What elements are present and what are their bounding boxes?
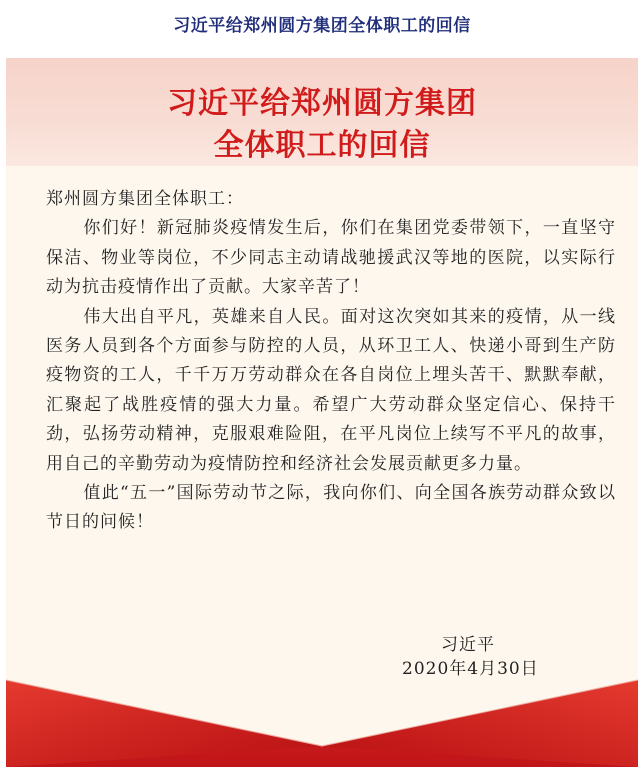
letter-heading-line2: 全体职工的回信 bbox=[213, 128, 431, 163]
signature: 习近平 bbox=[441, 635, 495, 655]
letter-body bbox=[46, 185, 616, 538]
letter-date: 2020年4月30日 bbox=[402, 659, 539, 679]
letter-heading-line1: 习近平给郑州圆方集团 bbox=[167, 86, 477, 121]
letter-salutation: 郑州圆方集团全体职工： bbox=[46, 189, 244, 209]
page-title: 习近平给郑州圆方集团全体职工的回信 bbox=[173, 16, 471, 36]
letter-paragraph-1: 你们好！新冠肺炎疫情发生后，你们在集团党委带领下，一直坚守保洁、物业等岗位，不少同志主动请战驰援武汉等地的医院，以实际行动为抗击疫情作出了贡献。大家辛苦了！ bbox=[46, 218, 616, 298]
letter-card bbox=[6, 58, 638, 767]
letter-paragraph-3: 值此“五一”国际劳动节之际，我向你们、向全国各族劳动群众致以节日的问候！ bbox=[46, 483, 616, 533]
letter-paragraph-2: 伟大出自平凡，英雄来自人民。面对这次突如其来的疫情，从一线医务人员到各个方面参与防控的人员，从环卫工人、快递小哥到生产防疫物资的工人，千千万万劳动群众在各自岗位上埋头苦干、默默奉献，汇聚起了战胜疫情的强大力量。希望广大劳动群众坚定信心、保持干劲，弘扬劳动精神，克服艰难险阻，在平凡岗位上续写不平凡的故事，用自己的辛勤劳动为疫情防控和经济社会发展贡献更多力量。 bbox=[46, 306, 616, 474]
